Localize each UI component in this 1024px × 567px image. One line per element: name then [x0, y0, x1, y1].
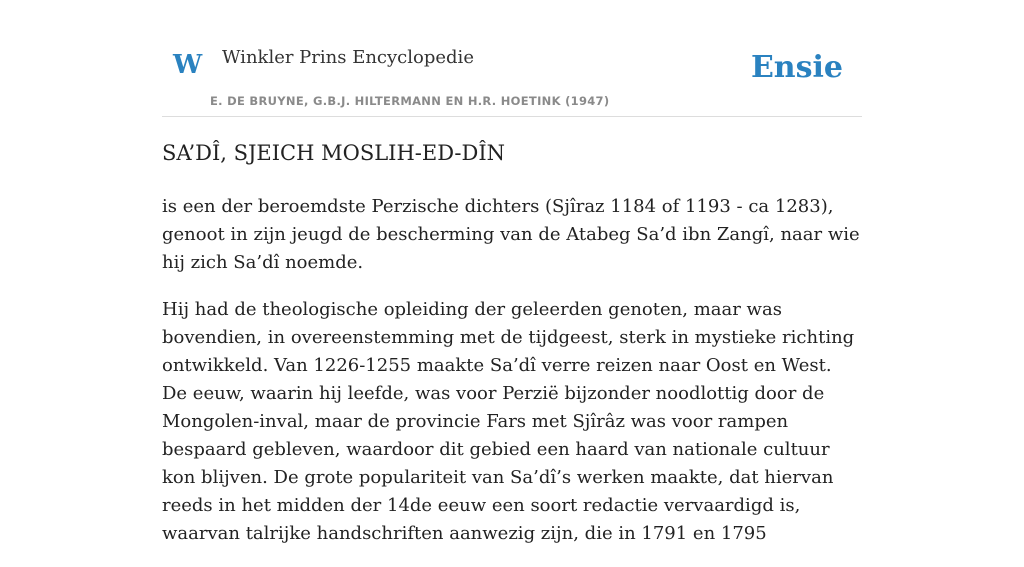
publication-authors: E. DE BRUYNE, G.B.J. HILTERMANN EN H.R. HOETINK (1947): [210, 94, 610, 108]
ensie-brand-link[interactable]: Ensie: [750, 50, 843, 85]
article-title: SA’DÎ, SJEICH MOSLIH-ED-DÎN: [162, 141, 506, 165]
site-header: [162, 40, 862, 117]
publication-title: Winkler Prins Encyclopedie: [222, 47, 474, 68]
article-paragraph: is een der beroemdste Perzische dichters (Sjîraz 1184 of 1193 - ca 1283), genoot in zijn jeugd de bescherming van de Atabeg Sa’d ibn Zangî, naar wie hij zich Sa’dî noemde.: [162, 196, 860, 273]
article-paragraph: Hij had de theologische opleiding der geleerden genoten, maar was bovendien, in overeenstemming met de tijdgeest, sterk in mystieke richting ontwikkeld. Van 1226-1255 maakte Sa’dî verre reizen naar Oost en West. De eeuw, waarin hij leefde, was voor Perzië bijzonder noodlottig door de Mongolen-inval, maar de provincie Fars met Sjîrâz was voor rampen bespaard gebleven, waardoor dit gebied een haard van nationale cultuur kon blijven. De grote populariteit van Sa’dî’s werken maakte, dat hiervan reeds in het midden der 14de eeuw een soort redactie vervaardigd is, waarvan talrijke handschriften aanwezig zijn, die in 1791 en 1795: [162, 299, 855, 544]
winkler-prins-logo[interactable]: W: [173, 50, 203, 80]
article-body: [162, 193, 862, 567]
